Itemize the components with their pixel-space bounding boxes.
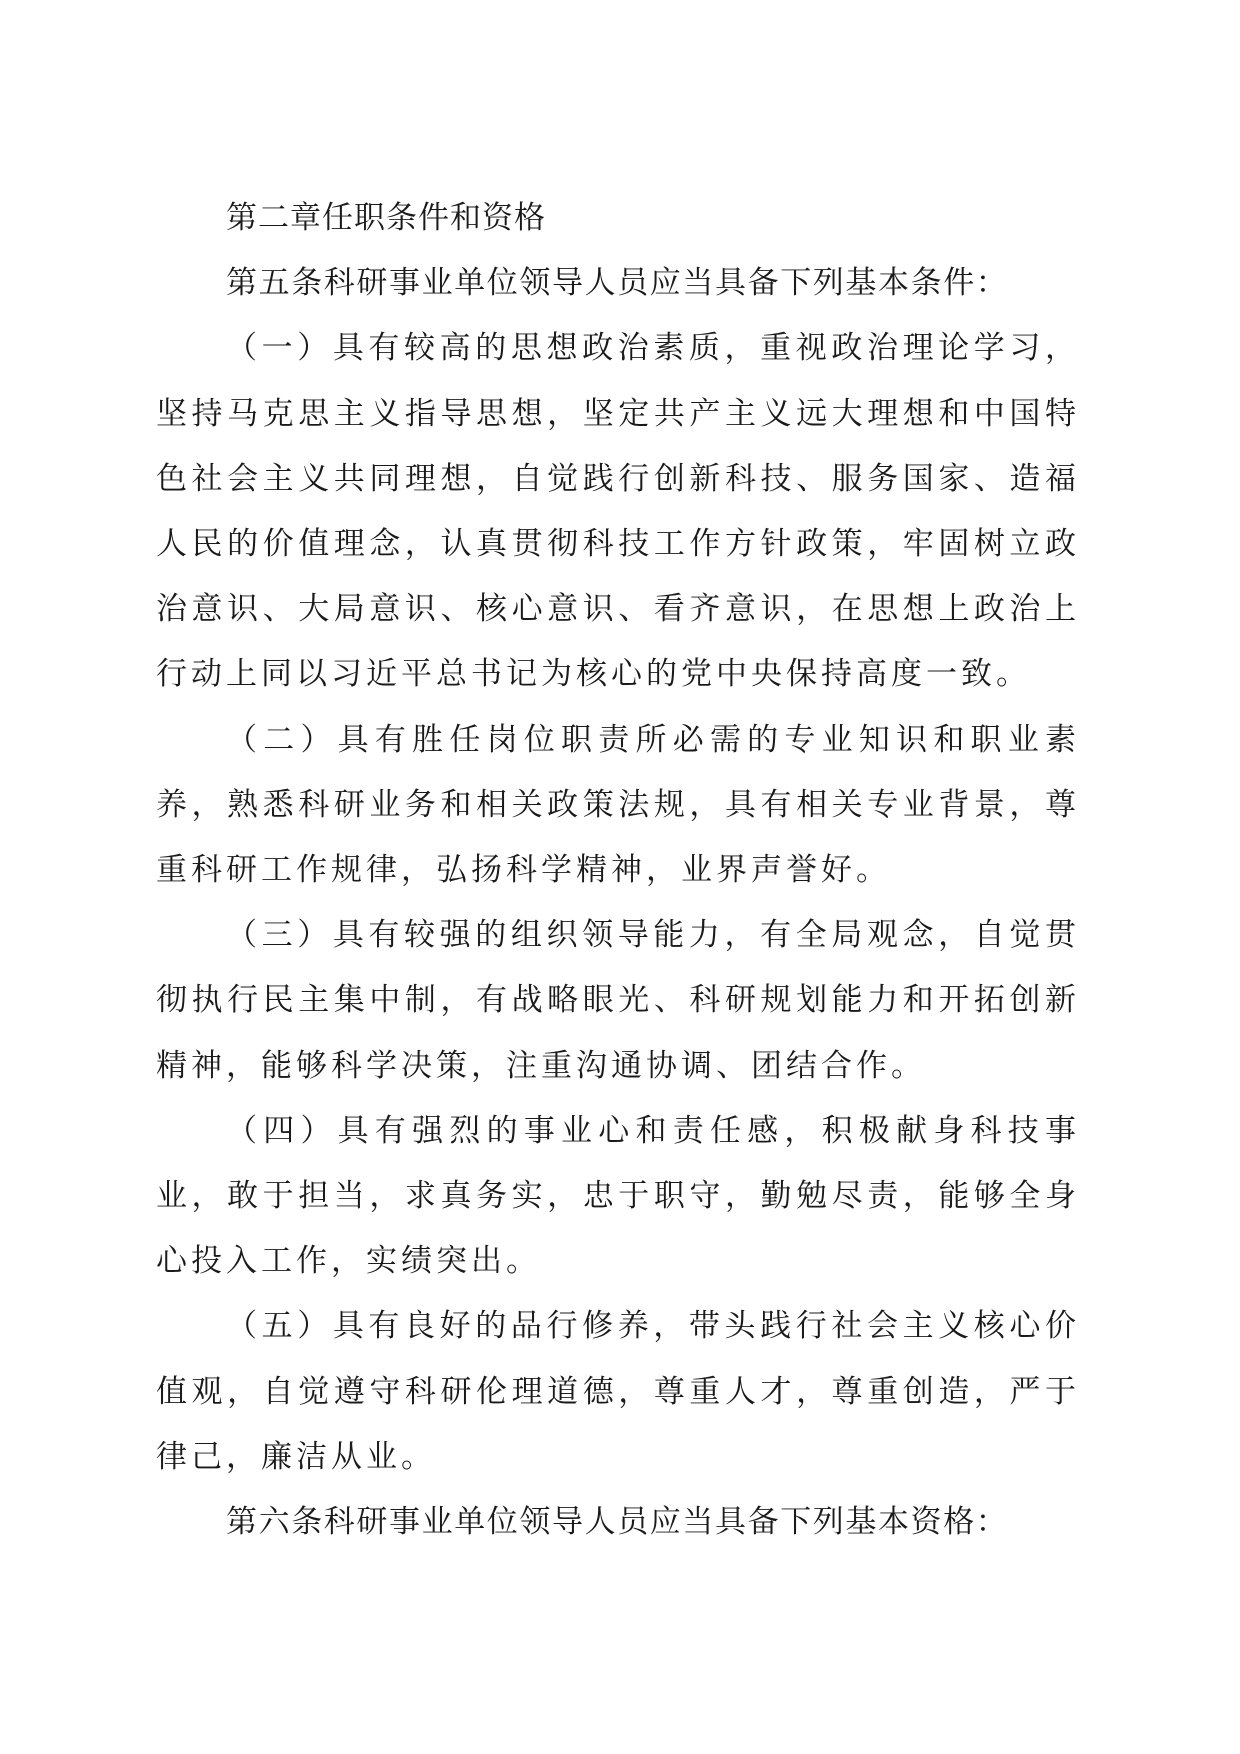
article-5: 第五条科研事业单位领导人员应当具备下列基本条件： — [226, 265, 1009, 302]
condition-item-3: （三）具有较强的组织领导能力，有全局观念，自觉贯彻执行民主集中制，有战略眼光、科研规划能力和开拓创新精神，能够科学决策，注重沟通协调、团结合作。 — [156, 917, 1080, 1084]
condition-item-5: （五）具有良好的品行修养，带头践行社会主义核心价值观，自觉遵守科研伦理道德，尊重人才，尊重创造，严于律己，廉洁从业。 — [156, 1308, 1080, 1475]
document-body — [156, 186, 1080, 1555]
condition-item-1: （一）具有较高的思想政治素质，重视政治理论学习，坚持马克思主义指导思想，坚定共产主义远大理想和中国特色社会主义共同理想，自觉践行创新科技、服务国家、造福人民的价值理念，认真贯彻科技工作方针政策，牢固树立政治意识、大局意识、核心意识、看齐意识，在思想上政治上行动上同以习近平总书记为核心的党中央保持高度一致。 — [156, 330, 1080, 693]
condition-item-2: （二）具有胜任岗位职责所必需的专业知识和职业素养，熟悉科研业务和相关政策法规，具有相关专业背景，尊重科研工作规律，弘扬科学精神，业界声誉好。 — [156, 721, 1080, 889]
article-6: 第六条科研事业单位领导人员应当具备下列基本资格： — [226, 1504, 1009, 1541]
chapter-heading: 第二章任职条件和资格 — [226, 200, 546, 236]
condition-item-4: （四）具有强烈的事业心和责任感，积极献身科技事业，敢于担当，求真务实，忠于职守，勤勉尽责，能够全身心投入工作，实绩突出。 — [156, 1112, 1080, 1280]
